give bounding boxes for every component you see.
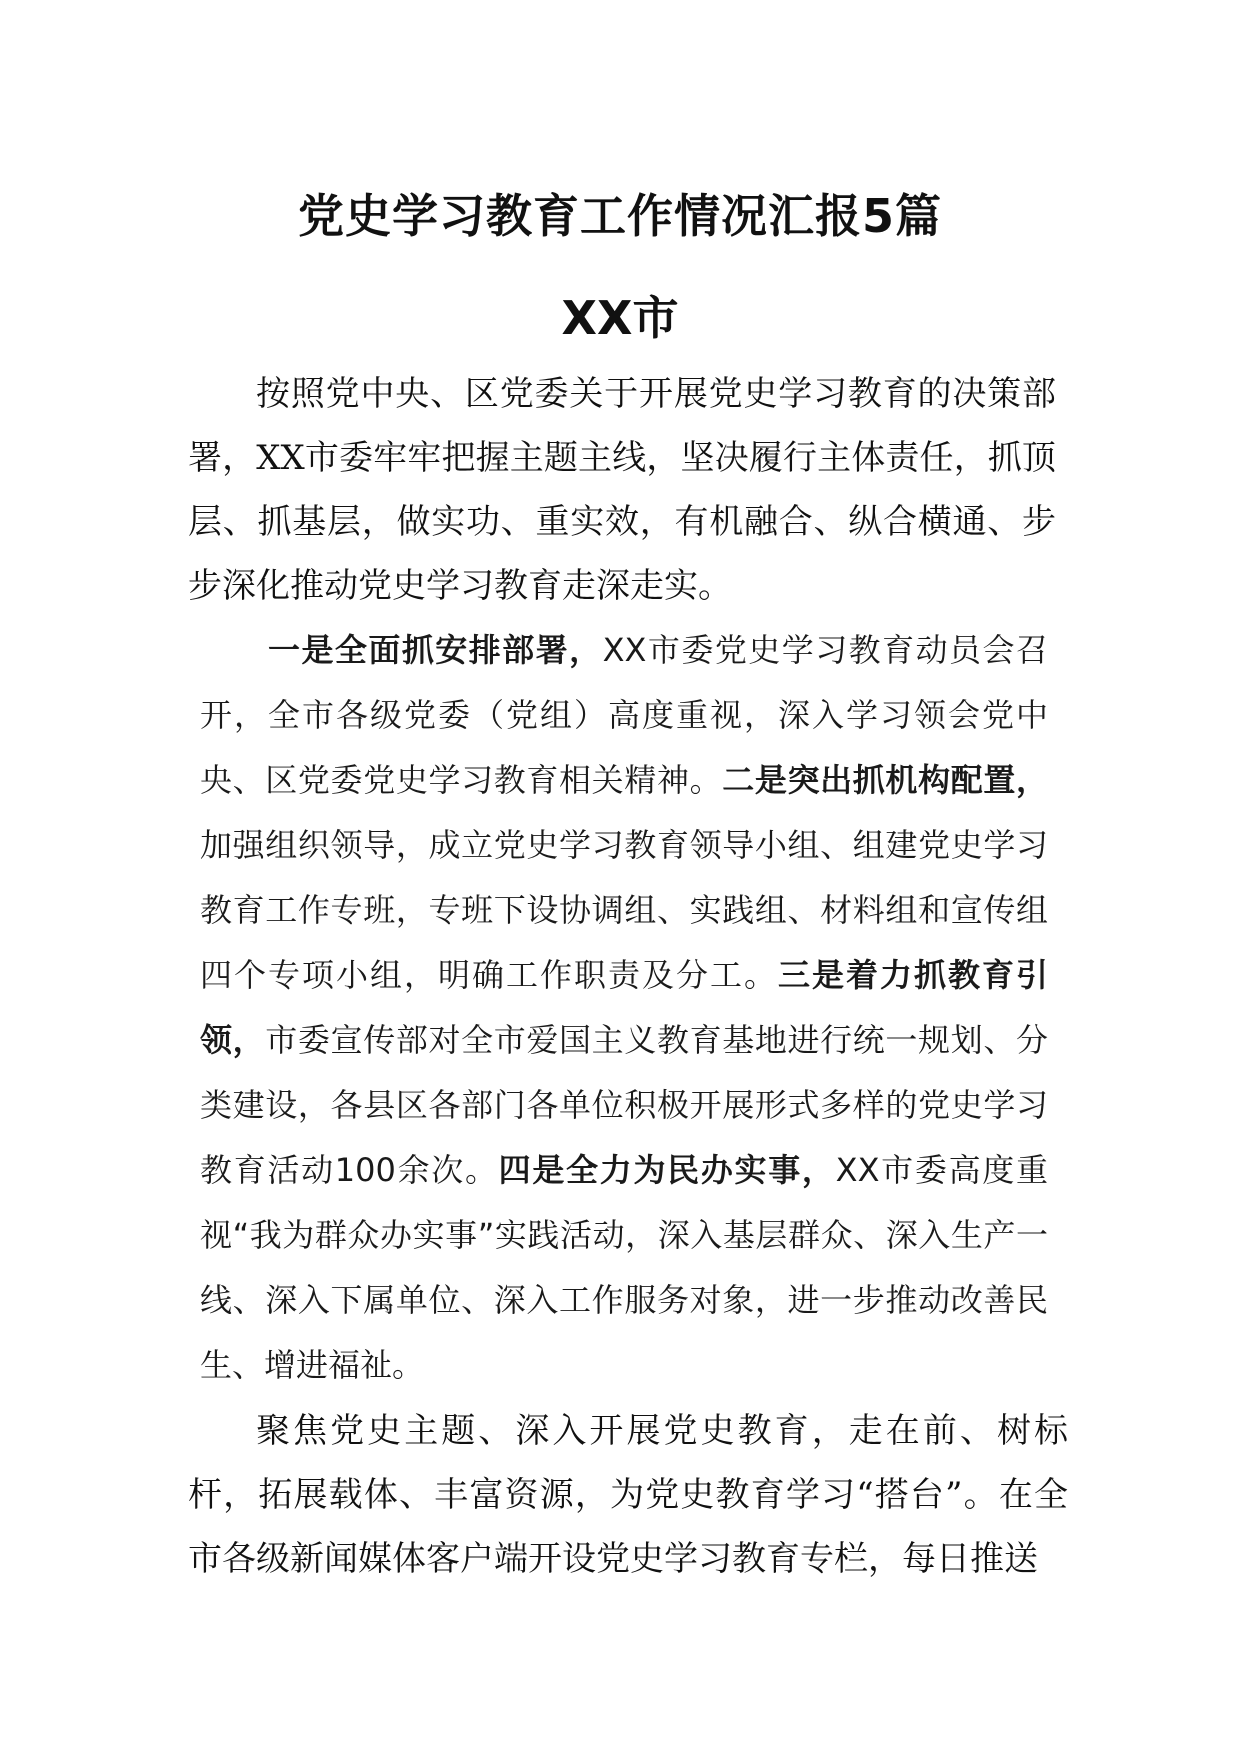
measure-lead-4: 四是全力为民办实事， xyxy=(498,1151,836,1189)
measure-lead-1: 一是全面抓安排部署， xyxy=(268,631,603,669)
document-subtitle: XX市 xyxy=(561,291,679,345)
measure-text-4: XX市委高度重视“我为群众办实事”实践活动，深入基层群众、深入生产一线、深入下属单位、深入工作服务对象，进一步推动改善民生、增进福祉。 xyxy=(200,1151,1048,1384)
measure-lead-3: 三是着力抓教育引领， xyxy=(200,956,1048,1059)
measure-text-2: 加强组织领导，成立党史学习教育领导小组、组建党史学习教育工作专班，专班下设协调组、实践组、材料组和宣传组四个专项小组，明确工作职责及分工。 xyxy=(200,826,1048,994)
document-title: 党史学习教育工作情况汇报5篇 xyxy=(297,189,942,243)
paragraph-intro: 按照党中央、区党委关于开展党史学习教育的决策部署，XX市委牢牢把握主题主线，坚决履行主体责任，抓顶层、抓基层，做实功、重实效，有机融合、纵合横通、步步深化推动党史学习教育走深走实。 xyxy=(188,374,1056,606)
measure-lead-2: 二是突出抓机构配置， xyxy=(722,761,1048,799)
paragraph-focus: 聚焦党史主题、深入开展党史教育，走在前、树标杆，拓展载体、丰富资源，为党史教育学习“搭台”。在全市各级新闻媒体客户端开设党史学习教育专栏，每日推送 xyxy=(188,1411,1068,1579)
paragraph-measures xyxy=(200,618,1048,1398)
measure-text-1: XX市委党史学习教育动员会召开，全市各级党委（党组）高度重视，深入学习领会党中央、区党委党史学习教育相关精神。 xyxy=(200,631,1048,799)
measure-text-3: 市委宣传部对全市爱国主义教育基地进行统一规划、分类建设，各县区各部门各单位积极开展形式多样的党史学习教育活动100余次。 xyxy=(200,1021,1048,1189)
